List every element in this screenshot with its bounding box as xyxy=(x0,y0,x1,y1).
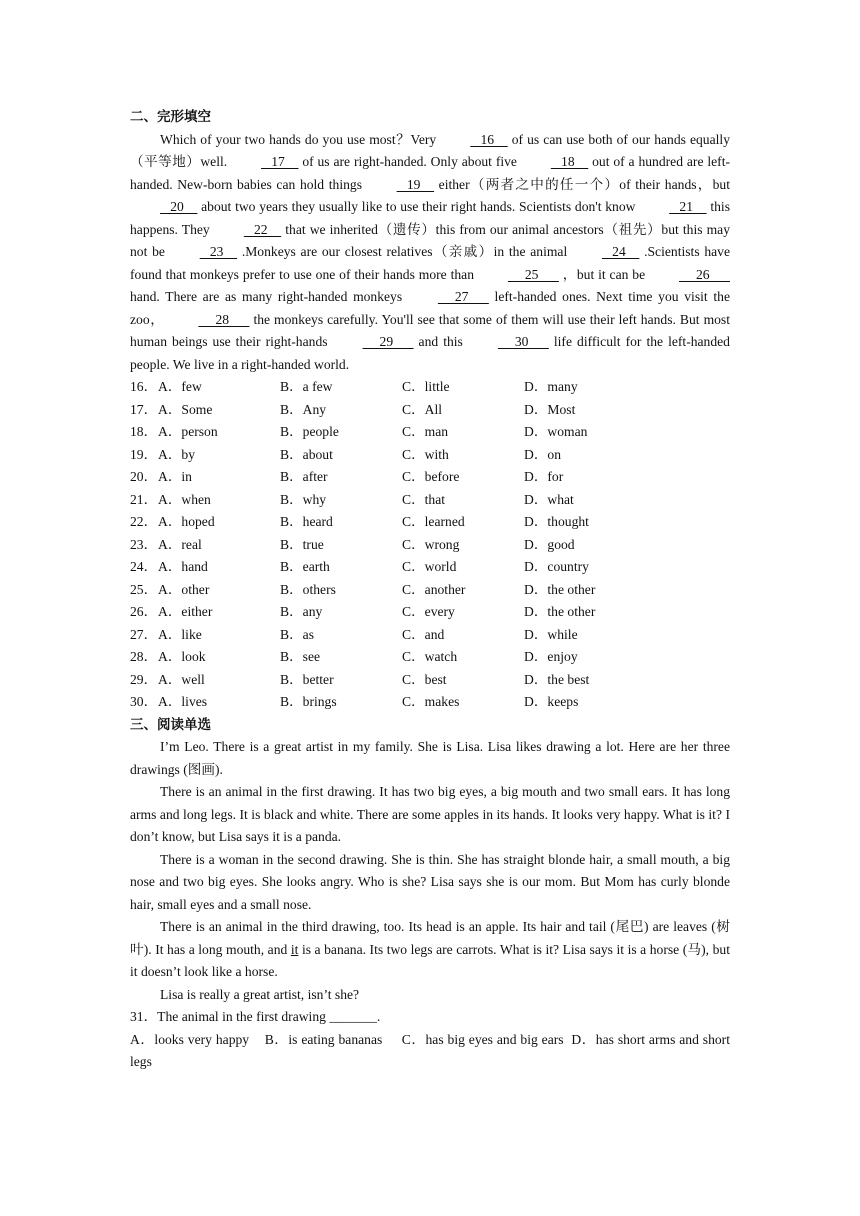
option-row xyxy=(130,489,730,512)
option-c: C．world xyxy=(402,559,457,574)
question-number: 28． xyxy=(130,649,158,664)
question-number: 21． xyxy=(130,491,158,507)
option-a: A．lives xyxy=(158,694,208,709)
option-a: A．well xyxy=(158,671,205,687)
option-a: A．real xyxy=(158,536,202,552)
cloze-blank: 26 xyxy=(679,266,730,282)
option-c: C．All xyxy=(402,401,443,417)
option-row xyxy=(130,556,730,579)
option-b: B．others xyxy=(280,581,336,597)
passage-text: this happens. They xyxy=(130,199,730,237)
option-a: A．in xyxy=(158,469,192,484)
cloze-blank: 19 xyxy=(396,176,435,192)
option-row xyxy=(130,421,730,444)
option-row xyxy=(130,646,730,669)
option-row xyxy=(130,399,730,422)
cloze-blank: 22 xyxy=(243,221,282,237)
option-row xyxy=(130,466,730,489)
option-b: B．earth xyxy=(280,559,330,574)
option-b: B．people xyxy=(280,424,339,439)
cloze-blank: 16 xyxy=(470,131,508,147)
question-number: 17． xyxy=(130,401,158,417)
option-d: D．the other xyxy=(524,581,596,597)
passage-text: hand. There are as many right-handed monkeys xyxy=(130,289,408,304)
option-c: C．learned xyxy=(402,514,465,529)
p4-part-a: There is an animal in the third drawing, too. Its head is an apple. Its hair and tail (尾巴) are leaves (树叶). It has a long mouth, and xyxy=(130,919,730,957)
option-d: D．good xyxy=(524,536,575,552)
question-31: 31．The animal in the first drawing _______. xyxy=(130,1009,381,1024)
question-31-choices: A．looks very happy B．is eating bananas C．has big eyes and big ears D．has short arms and short legs xyxy=(130,1031,734,1069)
option-row xyxy=(130,511,730,534)
option-d: D．woman xyxy=(524,424,588,439)
question-number: 24． xyxy=(130,559,158,574)
option-c: C．and xyxy=(402,626,445,642)
question-number: 19． xyxy=(130,446,158,462)
option-row xyxy=(130,624,730,647)
option-b: B．why xyxy=(280,491,327,507)
passage-text: of us can use both of our hands equally（平等地）well. xyxy=(130,131,730,169)
option-c: C．wrong xyxy=(402,536,460,552)
option-b: B．as xyxy=(280,626,314,642)
option-c: C．little xyxy=(402,379,450,394)
option-a: A．few xyxy=(158,379,202,394)
option-a: A．person xyxy=(158,424,218,439)
option-d: D．while xyxy=(524,626,578,642)
cloze-blank: 18 xyxy=(550,154,589,169)
option-c: C．another xyxy=(402,581,466,597)
question-number: 26． xyxy=(130,604,158,619)
option-a: A．when xyxy=(158,491,211,507)
option-b: B．true xyxy=(280,536,324,552)
option-b: B．any xyxy=(280,604,323,619)
passage-text: life difficult for the left-handed people. We live in a right-handed world. xyxy=(130,334,730,372)
option-row xyxy=(130,534,730,557)
reading-paragraph-4 xyxy=(130,916,730,984)
cloze-blank: 23 xyxy=(199,244,238,259)
option-row xyxy=(130,669,730,692)
option-c: C．with xyxy=(402,446,449,462)
cloze-blank: 27 xyxy=(437,289,489,304)
option-d: D．the other xyxy=(524,604,596,619)
option-d: D．on xyxy=(524,446,562,462)
passage-text: ，but it can be xyxy=(558,266,650,282)
cloze-passage xyxy=(130,129,730,377)
option-a: A．like xyxy=(158,626,202,642)
option-a: A．hand xyxy=(158,559,208,574)
passage-text: about two years they usually like to use their right hands. Scientists don't know xyxy=(197,199,640,214)
option-c: C．that xyxy=(402,491,446,507)
option-d: D．many xyxy=(524,379,578,394)
question-number: 25． xyxy=(130,581,158,597)
passage-text: of us are right-handed. Only about five xyxy=(298,154,521,169)
option-b: B．after xyxy=(280,469,328,484)
option-row xyxy=(130,376,730,399)
option-a: A．hoped xyxy=(158,514,215,529)
question-number: 18． xyxy=(130,424,158,439)
option-c: C．every xyxy=(402,604,455,619)
question-number: 20． xyxy=(130,469,158,484)
option-c: C．man xyxy=(402,424,449,439)
passage-text: the monkeys carefully. You'll see that some of them will use their left hands. But most human beings use their right-hands xyxy=(130,311,731,349)
option-b: B．a few xyxy=(280,379,333,394)
option-c: C．makes xyxy=(402,694,460,709)
cloze-blank: 30 xyxy=(497,334,549,349)
option-d: D．for xyxy=(524,469,564,484)
option-c: C．watch xyxy=(402,649,458,664)
option-a: A．either xyxy=(158,604,213,619)
option-d: D．country xyxy=(524,559,589,574)
question-number: 29． xyxy=(130,671,158,687)
passage-text: either（两者之中的任一个）of their hands，but xyxy=(434,176,730,192)
option-row xyxy=(130,601,730,624)
passage-text: left-handed ones. Next time you visit the zoo， xyxy=(130,289,730,327)
question-number: 27． xyxy=(130,626,158,642)
reading-paragraph-2: There is an animal in the first drawing. It has two big eyes, a big mouth and two small ears. It has long arms and long legs. It is black and white. There are some apples in its hands. It looks very happy. What is it? I don’t know, but Lisa says it is a panda. xyxy=(130,784,730,844)
option-b: B．Any xyxy=(280,401,327,417)
option-d: D．what xyxy=(524,491,574,507)
question-number: 30． xyxy=(130,694,158,709)
option-a: A．Some xyxy=(158,401,213,417)
option-d: D．keeps xyxy=(524,694,579,709)
reading-paragraph-5: Lisa is really a great artist, isn’t she? xyxy=(160,986,360,1002)
p4-part-b: is a banana. Its two legs are carrots. What is it? Lisa says it is a horse (马), but it doesn’t look like a horse. xyxy=(130,941,730,979)
option-b: B．brings xyxy=(280,694,337,709)
option-b: B．see xyxy=(280,649,321,664)
passage-text: .Scientists have found that monkeys prefer to use one of their hands more than xyxy=(130,244,731,282)
option-d: D．the best xyxy=(524,671,590,687)
option-row xyxy=(130,444,730,467)
option-a: A．other xyxy=(158,581,210,597)
passage-text: and this xyxy=(413,334,468,349)
section-heading-reading: 三、阅读单选 xyxy=(130,716,211,733)
passage-text: that we inherited（遗传）this from our animal ancestors（祖先）but this may not be xyxy=(130,221,730,259)
cloze-blank: 29 xyxy=(362,334,414,349)
cloze-blank: 20 xyxy=(160,199,198,214)
cloze-blank: 21 xyxy=(669,199,707,214)
option-b: B．better xyxy=(280,671,334,687)
option-a: A．by xyxy=(158,446,196,462)
option-d: D．Most xyxy=(524,401,576,417)
reading-paragraph-1: I’m Leo. There is a great artist in my family. She is Lisa. Lisa likes drawing a lot. Here are her three drawings (图画). xyxy=(130,739,730,777)
cloze-blank: 17 xyxy=(261,154,299,169)
question-number: 23． xyxy=(130,536,158,552)
passage-text: out of a hundred are left-handed. New-born babies can hold things xyxy=(130,154,731,192)
option-a: A．look xyxy=(158,649,206,664)
reading-paragraph-3: There is a woman in the second drawing. She is thin. She has straight blonde hair, a small mouth, a big nose and two big eyes. She looks angry. Who is she? Lisa says she is our mom. But Mom has curly blonde hair, small eyes and a small nose. xyxy=(130,851,730,912)
cloze-blank: 25 xyxy=(507,266,559,282)
exam-page xyxy=(130,106,734,1074)
option-b: B．heard xyxy=(280,514,333,529)
option-b: B．about xyxy=(280,446,333,462)
underlined-it: it xyxy=(290,941,299,957)
cloze-blank: 28 xyxy=(198,311,250,327)
option-c: C．before xyxy=(402,469,460,484)
cloze-options xyxy=(130,376,730,714)
option-d: D．thought xyxy=(524,514,589,529)
cloze-blank: 24 xyxy=(601,244,640,259)
option-row xyxy=(130,691,730,714)
question-number: 22． xyxy=(130,514,158,529)
option-d: D．enjoy xyxy=(524,649,578,664)
section-heading-cloze: 二、完形填空 xyxy=(130,109,211,125)
passage-text: .Monkeys are our closest relatives（亲戚）in the animal xyxy=(237,244,572,259)
question-number: 16． xyxy=(130,379,158,394)
option-row xyxy=(130,579,730,602)
option-c: C．best xyxy=(402,671,447,687)
passage-text: Which of your two hands do you use most？Very xyxy=(160,131,441,147)
